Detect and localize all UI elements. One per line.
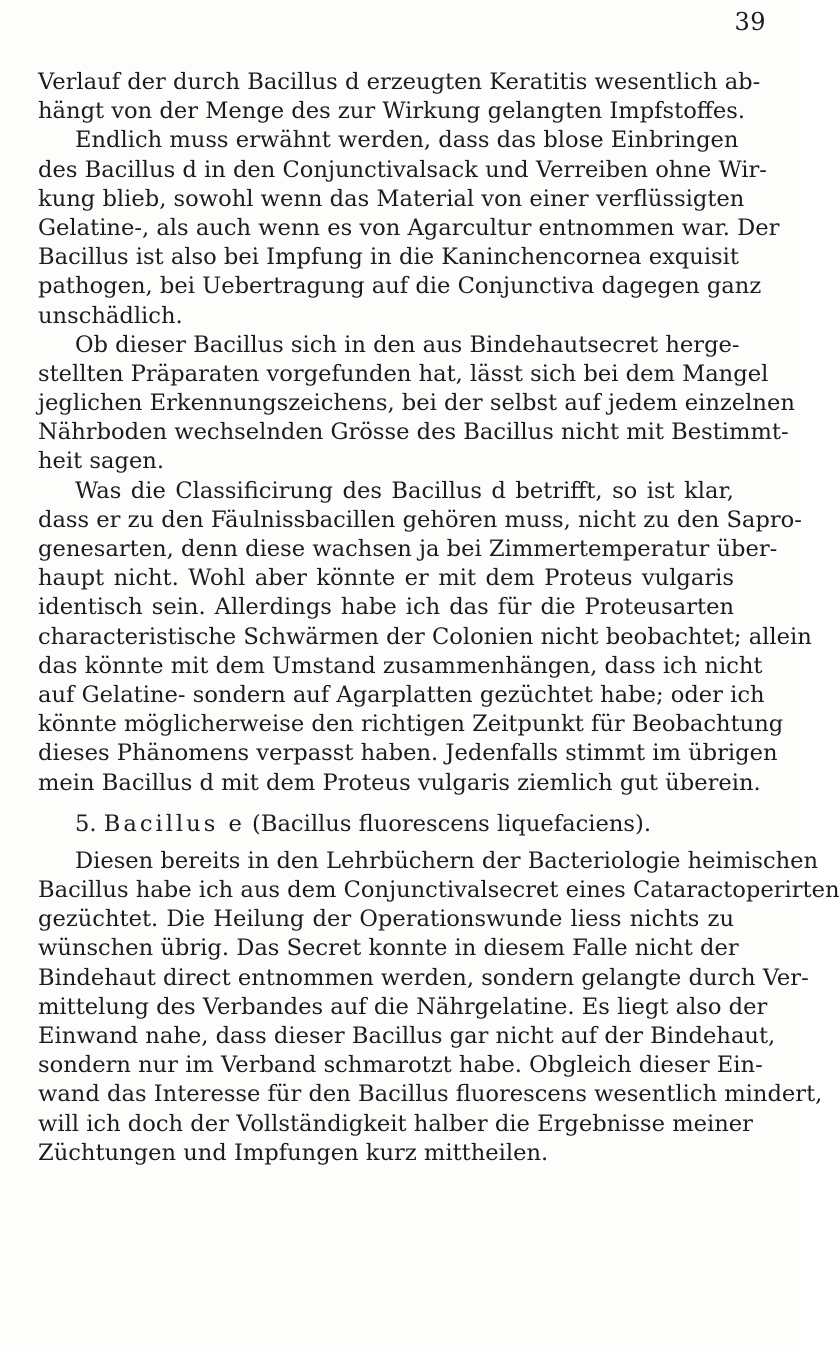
text-line: dass er zu den Fäulnissbacillen gehören muss, nicht zu den Sapro-	[38, 506, 802, 533]
text-line: hängt von der Menge des zur Wirkung gelangten Impfstoffes.	[38, 98, 746, 125]
text-line: Züchtungen und Impfungen kurz mittheilen.	[38, 1139, 549, 1166]
text-line: das könnte mit dem Umstand zusammenhängen, dass ich nicht	[38, 652, 763, 679]
section-number: 5.	[75, 810, 97, 837]
text-line: dieses Phänomens verpasst haben. Jedenfalls stimmt im übrigen	[38, 740, 778, 767]
text-line: auf Gelatine- sondern auf Agarplatten gezüchtet habe; oder ich	[38, 681, 765, 708]
text-line: mittelung des Verbandes auf die Nährgelatine. Es liegt also der	[38, 993, 768, 1020]
text-line: wand das Interesse für den Bacillus fluorescens wesentlich mindert,	[38, 1081, 823, 1108]
text-line: unschädlich.	[38, 302, 183, 329]
text-line: Bindehaut direct entnommen werden, sondern gelangte durch Ver-	[38, 964, 809, 991]
text-line: Einwand nahe, dass dieser Bacillus gar nicht auf der Bindehaut,	[38, 1023, 776, 1049]
text-line: will ich doch der Vollständigkeit halber die Ergebnisse meiner	[38, 1110, 753, 1137]
text-line: Endlich muss erwähnt werden, dass das blose Einbringen	[75, 127, 739, 154]
section-heading	[38, 810, 734, 839]
text-line: haupt nicht. Wohl aber könnte er mit dem Proteus vulgaris	[38, 565, 734, 592]
text-line: könnte möglicherweise den richtigen Zeitpunkt für Beobachtung	[38, 711, 784, 738]
text-line: kung blieb, sowohl wenn das Material von einer verflüssigten	[38, 185, 745, 212]
text-line: Ob dieser Bacillus sich in den aus Bindehautsecret herge-	[75, 331, 740, 358]
text-line: Was die Classificirung des Bacillus d betrifft, so ist klar,	[75, 477, 734, 504]
text-line: Diesen bereits in den Lehrbüchern der Bacteriologie heimischen	[75, 847, 819, 874]
text-line: genesarten, denn diese wachsen ja bei Zimmertemperatur über-	[38, 536, 778, 562]
page-number: 39	[734, 8, 766, 36]
text-line: pathogen, bei Uebertragung auf die Conjunctiva dagegen ganz	[38, 273, 762, 300]
text-line: sondern nur im Verband schmarotzt habe. Obgleich dieser Ein-	[38, 1052, 763, 1079]
section-title: Bacillus e	[103, 810, 245, 837]
text-line: wünschen übrig. Das Secret konnte in diesem Falle nicht der	[38, 935, 739, 962]
section-subtitle: (Bacillus fluorescens liquefaciens).	[252, 810, 652, 837]
text-line: gezüchtet. Die Heilung der Operationswunde liess nichts zu	[38, 906, 734, 933]
text-line: identisch sein. Allerdings habe ich das für die Proteusarten	[38, 594, 734, 621]
text-line: Nährboden wechselnden Grösse des Bacillus nicht mit Bestimmt-	[38, 419, 789, 446]
text-line: jeglichen Erkennungszeichens, bei der selbst auf jedem einzelnen	[38, 390, 795, 417]
text-line: mein Bacillus d mit dem Proteus vulgaris ziemlich gut überein.	[38, 769, 761, 796]
text-line: des Bacillus d in den Conjunctivalsack und Verreiben ohne Wir-	[38, 156, 767, 183]
section-continuation	[38, 68, 812, 798]
text-line: Bacillus ist also bei Impfung in die Kaninchencornea exquisit	[38, 244, 739, 271]
text-line: Bacillus habe ich aus dem Conjunctivalsecret eines Cataractoperirten	[38, 877, 840, 904]
section-body	[38, 847, 840, 1168]
text-line: stellten Präparaten vorgefunden hat, lässt sich bei dem Mangel	[38, 360, 769, 387]
body-text	[38, 68, 840, 1168]
text-line: characteristische Schwärmen der Colonien nicht beobachtet; allein	[38, 623, 812, 650]
text-line: heit sagen.	[38, 448, 165, 475]
text-line: Verlauf der durch Bacillus d erzeugten Keratitis wesentlich ab-	[38, 69, 761, 95]
text-line: Gelatine-, als auch wenn es von Agarcultur entnommen war. Der	[38, 214, 780, 241]
